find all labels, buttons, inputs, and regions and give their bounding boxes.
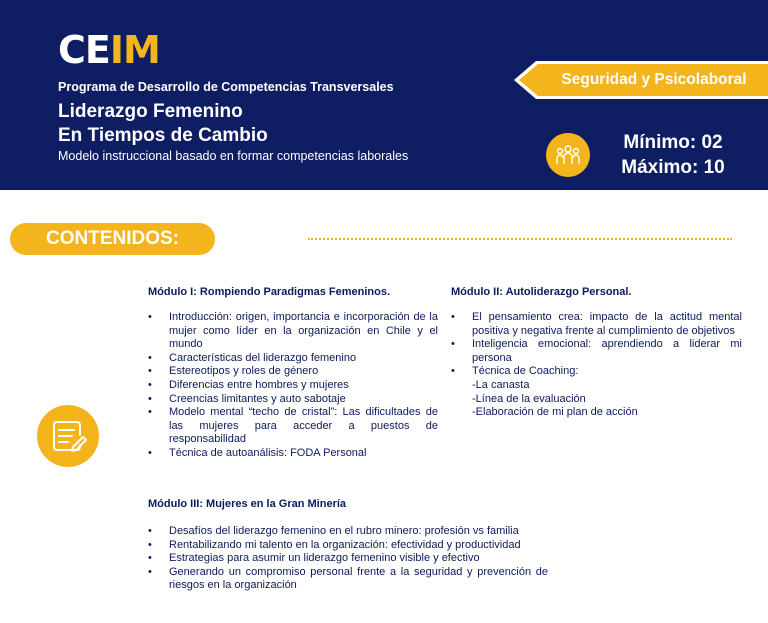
list-item: • Rentabilizando mi talento en la organización: efectividad y productividad — [148, 539, 548, 553]
section-title: CONTENIDOS: — [10, 223, 215, 255]
list-item — [451, 365, 742, 419]
course-title-line2: En Tiempos de Cambio — [58, 125, 268, 146]
category-tag — [514, 61, 768, 99]
course-subtitle: Modelo instruccional basado en formar competencias laborales — [58, 149, 409, 163]
list-item: • Generando un compromiso personal frente a la seguridad y prevención de riesgos en la organización — [148, 566, 548, 593]
list-item: • Diferencias entre hombres y mujeres — [148, 379, 438, 393]
list-item: • Creencias limitantes y auto sabotaje — [148, 393, 438, 407]
sub-item: -Línea de la evaluación — [472, 392, 586, 405]
sub-item: -Elaboración de mi plan de acción — [472, 406, 638, 419]
module-2-list — [451, 311, 742, 420]
list-item: • El pensamiento crea: impacto de la actitud mental positiva y negativa frente al cumplimiento de objetivos — [451, 311, 742, 338]
list-item: • Estereotipos y roles de género — [148, 365, 438, 379]
maximum-participants: Máximo: 10 — [621, 157, 725, 178]
list-item: • Modelo mental “techo de cristal”: Las dificultades de las mujeres para acceder a puestos de responsabilidad — [148, 406, 438, 447]
participants-capacity — [608, 130, 738, 180]
module-3-title: Módulo III: Mujeres en la Gran Minería — [148, 498, 347, 510]
logo-text-im: IM — [109, 28, 160, 72]
sub-item: -La canasta — [472, 378, 530, 391]
list-item: • Introducción: origen, importancia e incorporación de la mujer como líder en la organización en Chile y el mundo — [148, 311, 438, 352]
course-title — [58, 100, 268, 148]
list-item: • Técnica de autoanálisis: FODA Personal — [148, 447, 438, 461]
list-item: • Estrategias para asumir un liderazgo femenino visible y efectivo — [148, 552, 548, 566]
course-title-line1: Liderazgo Femenino — [58, 101, 243, 122]
list-item-text: Técnica de Coaching: — [472, 365, 579, 378]
module-2-title: Módulo II: Autoliderazgo Personal. — [451, 286, 632, 298]
logo-text-ce: CE — [58, 28, 110, 72]
module-1-list — [148, 311, 438, 461]
list-item: • Características del liderazgo femenino — [148, 352, 438, 366]
list-item: • Inteligencia emocional: aprendiendo a liderar mi persona — [451, 338, 742, 365]
ceim-logo — [58, 30, 160, 70]
header-banner — [0, 0, 768, 190]
category-label: Seguridad y Psicolaboral — [561, 71, 747, 88]
program-name: Programa de Desarrollo de Competencias Transversales — [58, 80, 394, 94]
list-item: • Desafíos del liderazgo femenino en el rubro minero: profesión vs familia — [148, 525, 548, 539]
group-icon — [546, 133, 590, 177]
minimum-participants: Mínimo: 02 — [623, 132, 723, 153]
dotted-divider — [308, 238, 732, 240]
module-1-title: Módulo I: Rompiendo Paradigmas Femeninos. — [148, 286, 391, 298]
module-3-list — [148, 525, 548, 593]
document-pencil-icon — [37, 405, 99, 467]
